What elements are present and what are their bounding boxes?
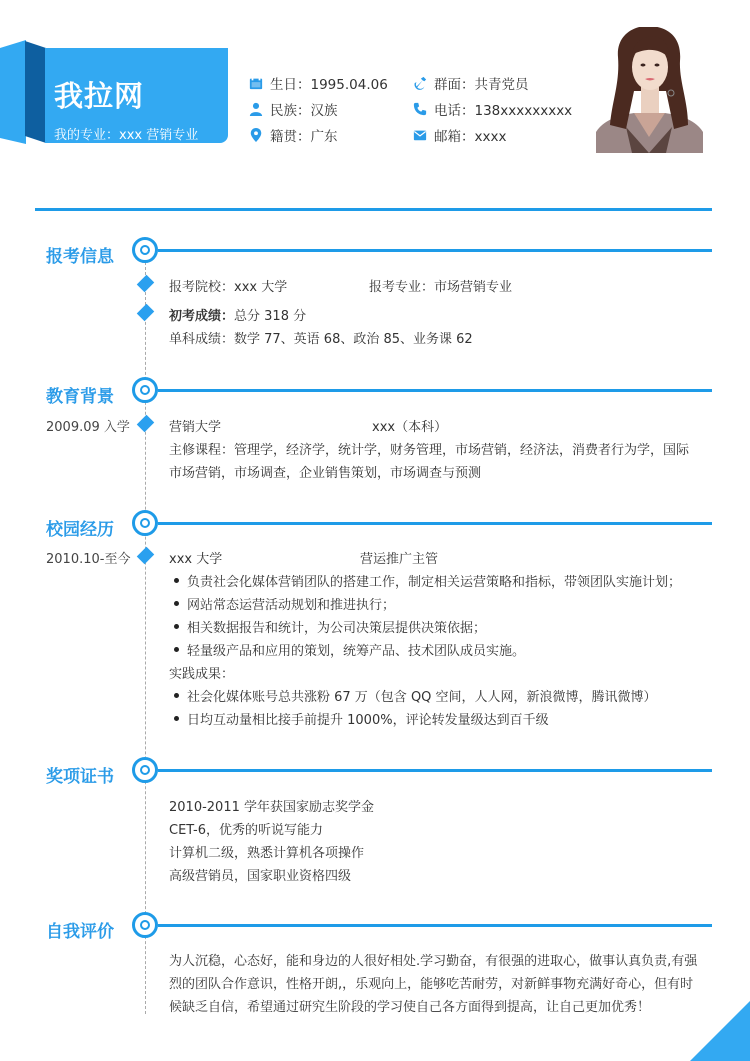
email-text: 邮箱：xxxx bbox=[434, 129, 507, 145]
education-date: 2009.09 入学 bbox=[46, 420, 130, 435]
bullet-icon bbox=[174, 693, 179, 698]
section-title-campus: 校园经历 bbox=[46, 520, 114, 540]
award-item: 2010-2011 学年获国家励志奖学金 bbox=[169, 800, 374, 815]
envelope-icon bbox=[413, 128, 427, 142]
campus-result: 社会化媒体账号总共涨粉 67 万（包含 QQ 空间，人人网，新浪微博，腾讯微博） bbox=[187, 690, 657, 705]
hometown-text: 籍贯：广东 bbox=[270, 129, 338, 145]
education-degree: xxx（本科） bbox=[372, 420, 448, 435]
corner-decoration bbox=[690, 1001, 750, 1061]
score-value: 总分 318 分 bbox=[234, 309, 307, 324]
diamond-marker-icon bbox=[137, 275, 155, 293]
phone-text: 电话：138xxxxxxxxx bbox=[434, 103, 573, 119]
campus-duty: 轻量级产品和应用的策划，统筹产品、技术团队成员实施。 bbox=[187, 644, 526, 659]
header-divider bbox=[35, 208, 712, 211]
self-evaluation-line: 候缺乏自信，希望通过研究生阶段的学习使自己各方面得到提高，让自己更加优秀！ bbox=[169, 1000, 651, 1015]
section-ring-icon bbox=[132, 510, 158, 536]
location-pin-icon bbox=[249, 128, 263, 142]
section-title-apply: 报考信息 bbox=[46, 247, 114, 267]
bullet-icon bbox=[174, 624, 179, 629]
campus-date: 2010.10-至今 bbox=[46, 552, 131, 567]
campus-org: xxx 大学 bbox=[169, 552, 223, 567]
score-label: 初考成绩： bbox=[169, 309, 235, 324]
phone-icon bbox=[413, 102, 427, 116]
info-phone bbox=[413, 99, 572, 119]
campus-duty: 网站常态运营活动规划和推进执行； bbox=[187, 598, 396, 613]
apply-school: 报考院校：xxx 大学 bbox=[169, 280, 288, 295]
banner-fold-shadow bbox=[25, 41, 46, 143]
campus-duty: 负责社会化媒体营销团队的搭建工作，制定相关运营策略和指标，带领团队实施计划； bbox=[187, 575, 682, 590]
timeline-dashed-line bbox=[145, 262, 146, 1014]
campus-role: 营运推广主管 bbox=[360, 552, 439, 567]
banner-fold-decoration bbox=[0, 40, 26, 144]
award-item: 计算机二级，熟悉计算机各项操作 bbox=[169, 846, 365, 861]
person-icon bbox=[249, 102, 263, 116]
education-courses-line2: 市场营销，市场调查，企业销售策划，市场调查与预测 bbox=[169, 466, 482, 481]
diamond-marker-icon bbox=[137, 415, 155, 433]
campus-result: 日均互动量相比接手前提升 1000%，评论转发量级达到百千级 bbox=[187, 713, 549, 728]
ethnicity-text: 民族：汉族 bbox=[270, 103, 338, 119]
calendar-icon bbox=[249, 76, 263, 90]
diamond-marker-icon bbox=[137, 547, 155, 565]
section-divider bbox=[158, 522, 712, 525]
profile-photo bbox=[596, 27, 703, 153]
section-title-self: 自我评价 bbox=[46, 922, 114, 942]
bullet-icon bbox=[174, 716, 179, 721]
award-item: 高级营销员，国家职业资格四级 bbox=[169, 869, 352, 884]
info-email bbox=[413, 125, 506, 145]
award-item: CET-6，优秀的听说写能力 bbox=[169, 823, 324, 838]
info-hometown bbox=[249, 125, 338, 145]
bullet-icon bbox=[174, 578, 179, 583]
apply-subject-scores: 单科成绩：数学 77、英语 68、政治 85、业务课 62 bbox=[169, 332, 473, 347]
section-divider bbox=[158, 924, 712, 927]
bullet-icon bbox=[174, 647, 179, 652]
birthday-text: 生日：1995.04.06 bbox=[270, 77, 388, 93]
section-ring-icon bbox=[132, 377, 158, 403]
apply-major: 报考专业：市场营销专业 bbox=[369, 280, 513, 295]
education-courses-line1: 主修课程：管理学，经济学，统计学，财务管理，市场营销，经济法，消费者行为学，国际 bbox=[169, 443, 690, 458]
candidate-name: 我拉网 bbox=[54, 79, 145, 113]
campus-duty: 相关数据报告和统计，为公司决策层提供决策依据； bbox=[187, 621, 487, 636]
section-divider bbox=[158, 249, 712, 252]
hammer-sickle-icon bbox=[413, 76, 427, 90]
section-ring-icon bbox=[132, 237, 158, 263]
section-title-awards: 奖项证书 bbox=[46, 767, 114, 787]
self-evaluation-line: 烈的团队合作意识，性格开朗,，乐观向上，能够吃苦耐劳，对新鲜事物充满好奇心，但有时 bbox=[169, 977, 694, 992]
apply-score bbox=[169, 305, 306, 324]
education-school: 营销大学 bbox=[169, 420, 222, 435]
campus-results-label: 实践成果： bbox=[169, 667, 235, 682]
section-divider bbox=[158, 389, 712, 392]
self-evaluation-line: 为人沉稳，心态好，能和身边的人很好相处.学习勤奋，有很强的进取心，做事认真负责,有强 bbox=[169, 954, 698, 969]
candidate-major: 我的专业：xxx 营销专业 bbox=[54, 128, 199, 143]
diamond-marker-icon bbox=[137, 304, 155, 322]
info-ethnicity bbox=[249, 99, 338, 119]
info-birthday bbox=[249, 73, 388, 93]
section-divider bbox=[158, 769, 712, 772]
info-political bbox=[413, 73, 529, 93]
section-ring-icon bbox=[132, 912, 158, 938]
political-text: 群面：共青党员 bbox=[434, 77, 529, 93]
bullet-icon bbox=[174, 601, 179, 606]
section-title-education: 教育背景 bbox=[46, 387, 114, 407]
section-ring-icon bbox=[132, 757, 158, 783]
